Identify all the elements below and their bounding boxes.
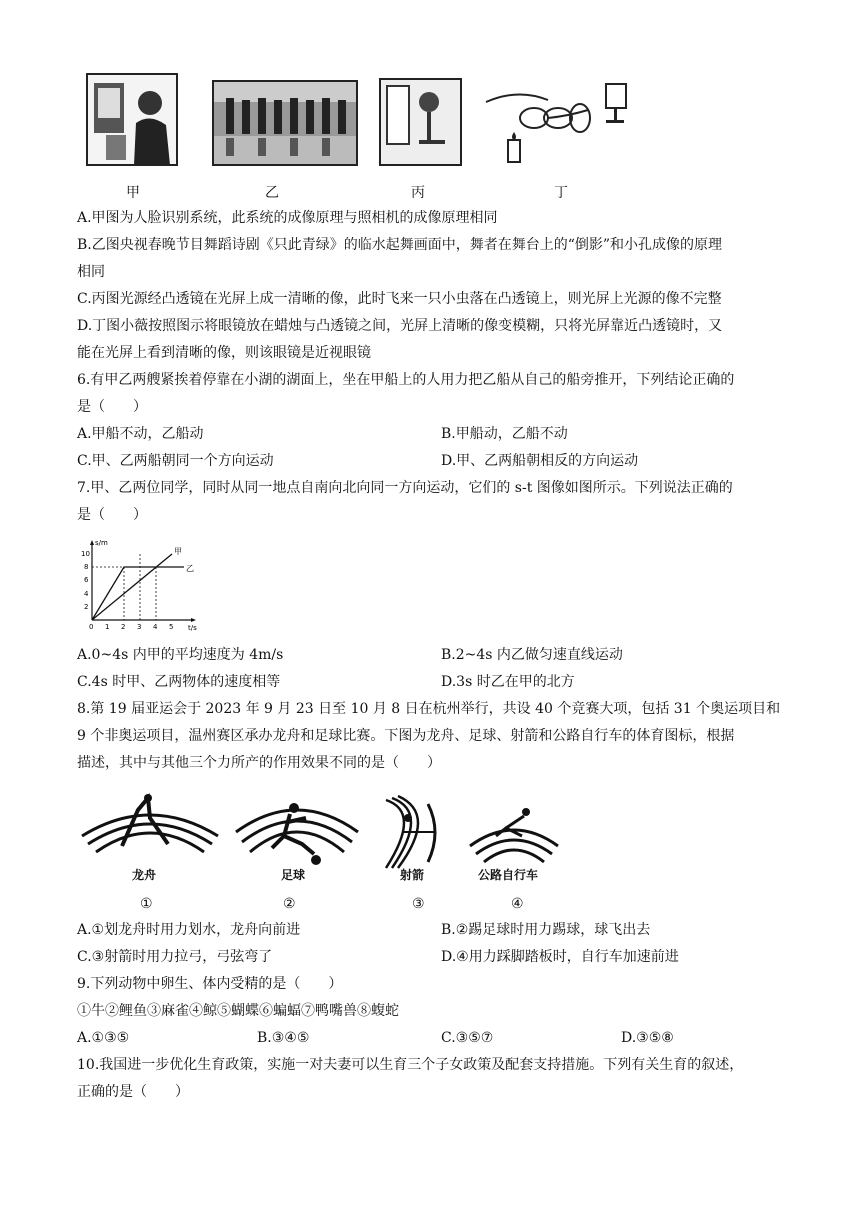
q8-stem-line1: 8.第 19 届亚运会于 2023 年 9 月 23 日至 10 月 8 日在杭州举行，共设 40 个竞赛大项，包括 31 个奥运项目和 (77, 701, 781, 717)
q5-option-c: C.丙图光源经凸透镜在光屏上成一清晰的像，此时飞来一只小虫落在凸透镜上，则光屏上光源的像不完整 (77, 291, 722, 307)
x-tick-0: 0 (89, 623, 94, 631)
line-jia (92, 554, 172, 620)
icon-label-road-cycling: 公路自行车 (478, 868, 539, 882)
q8-option-d: D.④用力踩脚踏板时，自行车加速前进 (441, 949, 679, 965)
q9-option-d: D.③⑤⑧ (621, 1030, 674, 1046)
q5-option-d-line2: 能在光屏上看到清晰的像，则该眼镜是近视眼镜 (77, 345, 371, 361)
q7-option-c: C.4s 时甲、乙两物体的速度相等 (77, 674, 281, 690)
icon-number-3: ③ (412, 896, 425, 912)
caption-yi: 乙 (265, 185, 279, 201)
q8-option-b: B.②踢足球时用力踢球，球飞出去 (441, 922, 651, 938)
q6-option-b: B.甲船动，乙船不动 (441, 426, 568, 442)
q10-stem-line2: 正确的是（ ） (77, 1084, 189, 1100)
label-yi: 乙 (186, 564, 194, 573)
y-tick-6: 6 (84, 576, 89, 584)
q7-option-b: B.2~4s 内乙做匀速直线运动 (441, 647, 623, 663)
icon-number-4: ④ (511, 896, 524, 912)
q9-stem: 9.下列动物中卵生、体内受精的是（ ） (77, 976, 343, 992)
icon-label-archery: 射箭 (400, 868, 425, 882)
q7-st-graph (80, 536, 204, 632)
icon-label-football: 足球 (281, 868, 306, 882)
q8-option-c: C.③射箭时用力拉弓，弓弦弯了 (77, 949, 273, 965)
q9-animal-list: ①牛②鲤鱼③麻雀④鲸⑤蝴蝶⑥蝙蝠⑦鸭嘴兽⑧蝮蛇 (77, 1003, 399, 1019)
figure-bing-lens-screen (379, 78, 462, 166)
q6-stem-line1: 6.有甲乙两艘紧挨着停靠在小湖的湖面上，坐在甲船上的人用力把乙船从自己的船旁推开，下列结论正确的 (77, 372, 735, 388)
q5-option-b-line1: B.乙图央视春晚节目舞蹈诗剧《只此青绿》的临水起舞画面中，舞者在舞台上的“倒影”和小孔成像的原理 (77, 237, 723, 253)
x-tick-4: 4 (153, 623, 158, 631)
q8-stem-line3: 描述，其中与其他三个力所产的作用效果不同的是（ ） (77, 755, 441, 771)
q8-option-a: A.①划龙舟时用力划水，龙舟向前进 (77, 922, 301, 938)
q7-option-a: A.0~4s 内甲的平均速度为 4m/s (77, 647, 284, 663)
figure-yi-dance-reflection (212, 80, 358, 166)
y-unit-label: s/m (95, 539, 108, 547)
caption-bing: 丙 (411, 185, 425, 201)
q8-stem-line2: 9 个非奥运项目，温州赛区承办龙舟和足球比赛。下图为龙舟、足球、射箭和公路自行车的体育图标，根据 (77, 728, 735, 744)
label-jia: 甲 (174, 547, 182, 556)
q7-stem-line1: 7.甲、乙两位同学，同时从同一地点自南向北向同一方向运动，它们的 s-t 图像如图所示。下列说法正确的 (77, 480, 733, 496)
q5-option-d-line1: D.丁图小薇按照图示将眼镜放在蜡烛与凸透镜之间，光屏上清晰的像变模糊，只将光屏靠近凸透镜时，又 (77, 318, 723, 334)
figure-jia-face-recognition (86, 73, 178, 166)
q6-stem-line2: 是（ ） (77, 399, 147, 415)
line-yi (92, 567, 184, 620)
q5-option-b-line2: 相同 (77, 264, 105, 280)
x-tick-5: 5 (169, 623, 174, 631)
q6-option-c: C.甲、乙两船朝同一个方向运动 (77, 453, 274, 469)
icon-number-1: ① (140, 896, 153, 912)
q5-option-a: A.甲图为人脸识别系统，此系统的成像原理与照相机的成像原理相同 (77, 210, 498, 226)
q6-option-d: D.甲、乙两船朝相反的方向运动 (441, 453, 639, 469)
x-unit-label: t/s (188, 624, 197, 632)
q7-option-d: D.3s 时乙在甲的北方 (441, 674, 575, 690)
icon-label-dragon-boat: 龙舟 (132, 868, 157, 882)
q9-option-b: B.③④⑤ (257, 1030, 310, 1046)
icon-number-2: ② (283, 896, 296, 912)
q6-option-a: A.甲船不动，乙船动 (77, 426, 204, 442)
y-tick-4: 4 (84, 590, 89, 598)
x-tick-2: 2 (121, 623, 126, 631)
caption-ding: 丁 (554, 185, 568, 201)
caption-jia: 甲 (126, 185, 140, 201)
x-tick-3: 3 (137, 623, 142, 631)
q9-option-c: C.③⑤⑦ (441, 1030, 494, 1046)
q7-stem-line2: 是（ ） (77, 507, 147, 523)
y-tick-2: 2 (84, 603, 89, 611)
y-tick-8: 8 (84, 563, 89, 571)
q10-stem-line1: 10.我国进一步优化生育政策，实施一对夫妻可以生育三个子女政策及配套支持措施。下列有关生育的叙述， (77, 1057, 744, 1073)
figure-ding-candle-glasses-lens (478, 80, 638, 166)
x-tick-1: 1 (105, 623, 110, 631)
y-tick-10: 10 (81, 550, 90, 558)
q9-option-a: A.①③⑤ (77, 1030, 130, 1046)
